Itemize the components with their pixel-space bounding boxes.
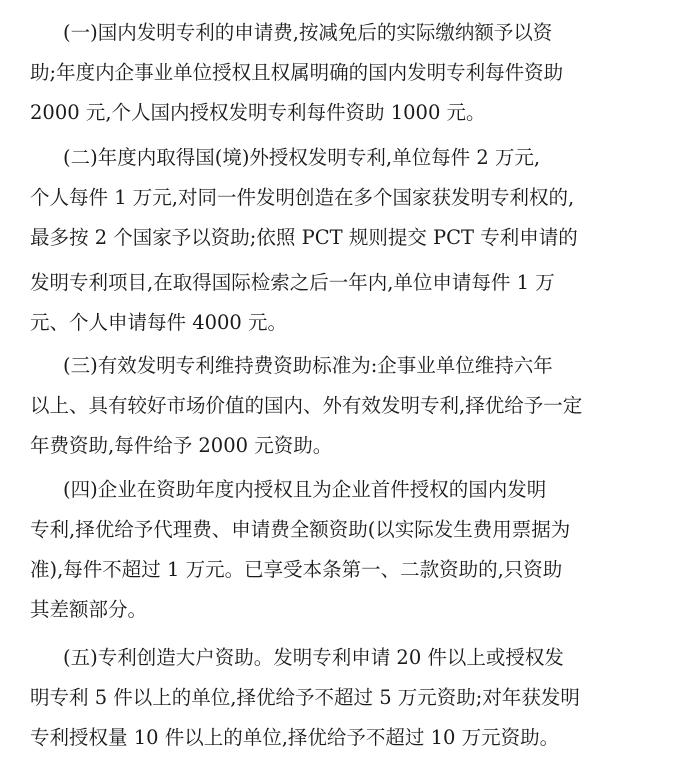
- text-line: (五)专利创造大户资助。发明专利申请 20 件以上或授权发: [63, 646, 564, 669]
- text-line: 个人每件 1 万元,对同一件发明创造在多个国家获发明专利权的,: [30, 186, 575, 209]
- paragraph-3-line-3: [0, 431, 685, 461]
- paragraph-4-line-4: [0, 595, 685, 625]
- paragraph-3-line-2: [0, 391, 685, 421]
- paragraph-2-line-3: [0, 223, 685, 253]
- text-line: (三)有效发明专利维持费资助标准为:企事业单位维持六年: [63, 354, 553, 377]
- text-line: 元、个人申请每件 4000 元。: [30, 311, 288, 334]
- text-line: 2000 元,个人国内授权发明专利每件资助 1000 元。: [30, 101, 486, 124]
- paragraph-5-line-3: [0, 723, 685, 753]
- text-line: 专利,择优给予代理费、申请费全额资助(以实际发生费用票据为: [30, 518, 571, 541]
- text-line: 以上、具有较好市场价值的国内、外有效发明专利,择优给予一定: [30, 394, 583, 417]
- text-line: 其差额部分。: [30, 598, 148, 621]
- paragraph-4-line-1: [0, 475, 685, 505]
- paragraph-1-line-2: [0, 58, 685, 88]
- text-line: 最多按 2 个国家予以资助;依照 PCT 规则提交 PCT 专利申请的: [30, 226, 578, 249]
- text-line: (一)国内发明专利的申请费,按减免后的实际缴纳额予以资: [63, 21, 553, 44]
- text-line: 助;年度内企事业单位授权且权属明确的国内发明专利每件资助: [30, 61, 564, 84]
- paragraph-1-line-1: [0, 18, 685, 48]
- paragraph-5-line-2: [0, 683, 685, 713]
- paragraph-2-line-1: [0, 143, 685, 173]
- paragraph-3-line-1: [0, 351, 685, 381]
- paragraph-4-line-3: [0, 555, 685, 585]
- text-line: 年费资助,每件给予 2000 元资助。: [30, 434, 333, 457]
- paragraph-4-line-2: [0, 515, 685, 545]
- text-line: 发明专利项目,在取得国际检索之后一年内,单位申请每件 1 万: [30, 271, 555, 294]
- text-line: 明专利 5 件以上的单位,择优给予不超过 5 万元资助;对年获发明: [30, 686, 580, 709]
- text-line: 专利授权量 10 件以上的单位,择优给予不超过 10 万元资助。: [30, 726, 560, 749]
- paragraph-2-line-5: [0, 308, 685, 338]
- paragraph-2-line-2: [0, 183, 685, 213]
- text-line: 准),每件不超过 1 万元。已享受本条第一、二款资助的,只资助: [30, 558, 563, 581]
- paragraph-2-line-4: [0, 268, 685, 298]
- text-line: (四)企业在资助年度内授权且为企业首件授权的国内发明: [63, 478, 547, 501]
- paragraph-1-line-3: [0, 98, 685, 128]
- paragraph-5-line-1: [0, 643, 685, 673]
- text-line: (二)年度内取得国(境)外授权发明专利,单位每件 2 万元,: [63, 146, 541, 169]
